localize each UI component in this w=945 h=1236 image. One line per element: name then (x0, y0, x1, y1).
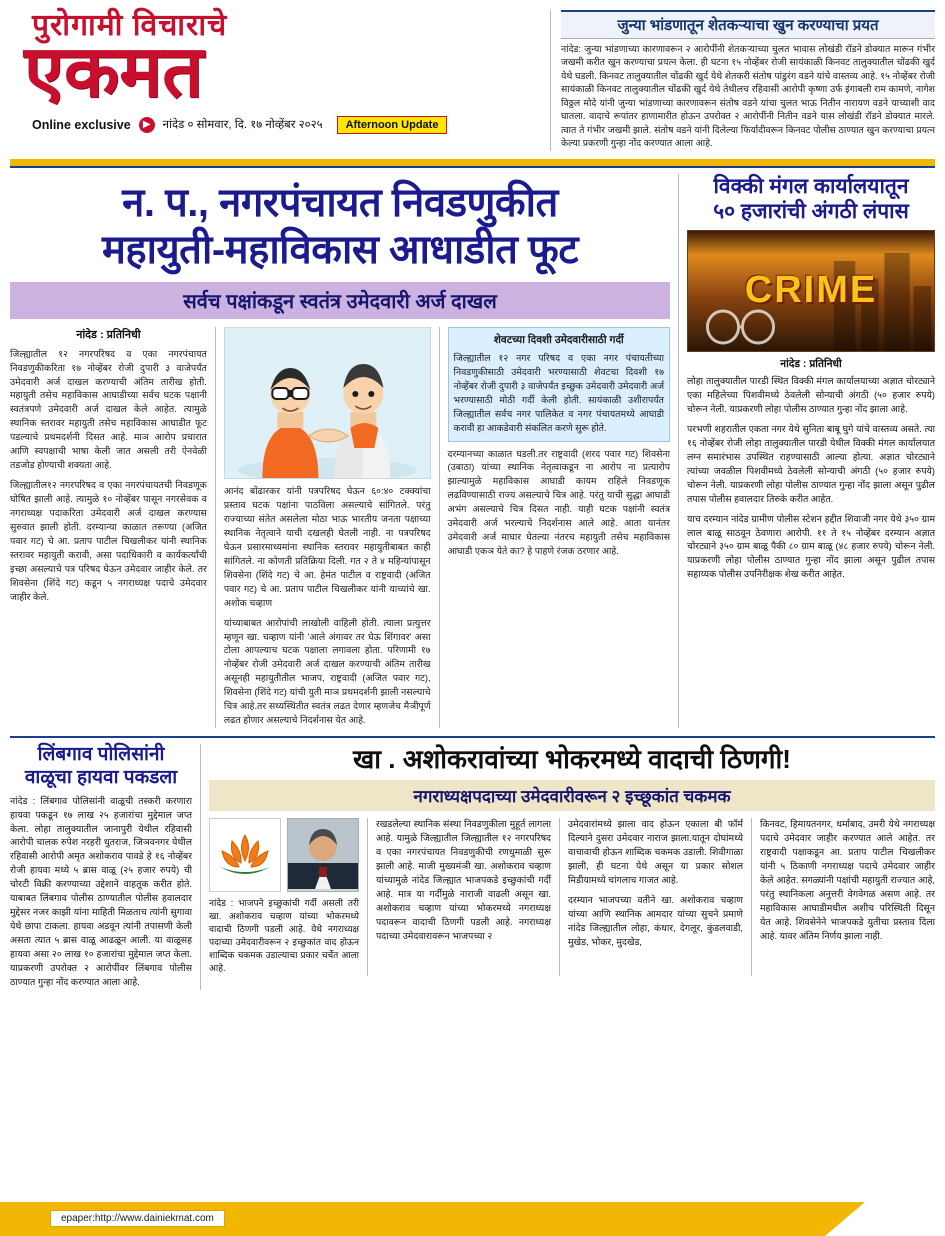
lead-columns (10, 327, 670, 728)
politician-portrait (287, 818, 359, 892)
top-news-body: नांदेड: जुन्या भांडणाच्या कारणावरून २ आरोपींनी शेतकऱ्याच्या चुलत भावास लोखंडी रॉडने डोक्यात मारून गंभीर जखमी करीत खुन करण्याचा प्रयत्न केला. ही घटना १५ नोव्हेंबर रोजी सायंकाळी किनवट तालुक्यातील चोंढकी खुर्द येथे घडली. किनवट तालुक्यातील चोंढकी खुर्द येथे शेतकरी संतोष पांडुरंग वडने यांचे वास्तव्य आहे. १५ नोव्हेंबर रोजी सायंकाळी किनवट तालुक्यातील चोंढकी खुर्द येथे तेथीलच रहिवासी आरोपी कृष्णा उर्फ इंगाबली राम कामणे, नागेश विठ्ठल मोदे यांनी जुन्या भांडणाच्या कारणावरून संतोष वडने यांचा चुलत भाऊ नितीन नारायण वडने याच्याशी वाद घातला. वादाचे रूपांतर हाणामारीत होऊन उपरोक्त २ आरोपींनी नितीन वडने यास लोखंडी रॉडने डोक्यात मारले. त्वात ते गंभीर जखमी झाले. संतोष वडने यांनी दिलेल्या फिर्यादीवरून किनवट पोलीस ठाण्यात खुन करण्याचा प्रयत्न केल्या प्रकरणी गुन्हा नोंद करण्यात आला आहे. (561, 44, 935, 149)
lead-col2-para2: यांच्याबाबत आरोपांची लाखोली वाहिली होती. त्याला प्रत्युत्तर म्हणून खा. चव्हाण यांनी 'आले अंगावर तर घेऊ शिंगावर' असा टोला आपल्याच घटक पक्षाला लगावला होता. परिणामी १७ नोव्हेंबर रोजी उमेदवारी अर्ज दाखल करण्याची अंतिम तारीख असूनही महायुतीतील भाजप, राष्ट्रवादी (अजित पवार गट), शिवसेना (शिंदे गट) यांची युती माञ प्रथमदर्शनी झाली नसल्याचे चित्र आहे.तर सध्यस्थितीत स्वतंत्र लढत देणार म्हणजेच मैञीपूर्ण लढत होणार असल्याचे निदर्शनास येत आहे. (223, 617, 431, 726)
lead-col3-para1: दरम्यानच्या काळात घडली.तर राष्ट्रवादी (शरद पवार गट) शिवसेना (उबाठा) यांच्या स्थानिक नेतृत्वाकडून ना आरोप ना प्रत्यारोप झाल्यामुळे महाविकास आघाडी कायम राहिले निवडणूक लढविण्यासाठी राज्य असल्याचे चित्र आहे. परंतु याची सुद्धा आघाडी अभंग असल्याचे चित्र दिसत नाही. याही घटक पक्षांनी स्वतंत्र उमेदवारी अर्ज भरल्याचे निदर्शनास आले आहे. आता यानंतर उमेदवारी अर्ज माघार घेतल्या नंतरच महायुती तसेच महाविकास आघाडी एकञ येते का? हे पाहणे रंजक ठरणार आहे. (447, 448, 670, 557)
place-date-label: नांदेड ० सोमवार, दि. १७ नोव्हेंबर २०२५ (162, 119, 323, 132)
masthead-subbar (10, 116, 550, 134)
bhokar-story (200, 744, 935, 990)
crime-byline: नांदेड : प्रतिनिधी (780, 358, 842, 371)
lead-headline (10, 174, 670, 276)
bhokar-column-3 (568, 818, 743, 975)
boxed-sidebar-title: शेवटच्या दिवशी उमेदवारीसाठी गर्दी (493, 334, 624, 347)
cartoon-illustration (224, 327, 431, 479)
epaper-url[interactable]: epaper:http://www.dainiekmat.com (50, 1210, 225, 1227)
bjp-lotus-logo (209, 818, 281, 892)
lead-subheadline: सर्वच पक्षांकडून स्वतंत्र उमेदवारी अर्ज दाखल (10, 282, 670, 319)
top-news-headline: जुन्या भांडणातून शेतकऱ्याचा खुन करण्याचा प्रयत (561, 10, 935, 39)
bhokar-subheadline: नगराध्यक्षपदाच्या उमेदवारीवरून २ इच्छूकांत चकमक (209, 780, 935, 811)
lead-column-3 (448, 327, 670, 728)
sand-headline-line1: लिंबगाव पोलिसांनी (37, 744, 165, 766)
main-section (10, 174, 935, 728)
bhokar-column-4 (760, 818, 935, 975)
crime-headline-line1: विक्की मंगल कार्यालयातून (713, 174, 909, 198)
crime-para1: लोहा तालुक्यातील पारडी स्थित विक्की मंगल कार्यालयाच्या अज्ञात चोरट्याने एका महिलेच्या पिशवीमध्ये ठेवलेली सोन्याची अंगठी (५० हजार रुपये) चोरून नेली. याप्रकरणी लोहा पोलीस ठाण्यात गुन्हा नोंद झाला आहे. (687, 376, 935, 414)
divider-yellow (10, 159, 935, 166)
bhokar-col2-text: रखडलेल्या स्थानिक संस्था निवडणुकीला मुहूर्त लागला आहे. यामुळे जिल्ह्यातील जिल्ह्यातील १२ नगरपरिषद व एका नगरपंचायत निवडणुकीची रणधुमाळी सुरू झाली आहे. माजी मुख्यमंञी खा. अशोकराव चव्हाण यांच्यामुळे नांदेड जिल्ह्यात भाजपकडे इच्छुकांची गर्दी आहे. मात्र या गर्दीमुळे नाराजी वाढली असून खा. अशोकराव चव्हाण यांच्या भोकरमध्ये नगराध्यक्ष पदावरून वादाची ठिणगी पडली आहे. नगराध्यक्ष पदाच्या उमेदवारावरून भाजपच्या २ (376, 819, 551, 941)
column-divider-2 (439, 327, 440, 728)
lotus-icon (210, 819, 280, 889)
bottom-section (10, 736, 935, 990)
crime-para3: याच दरम्यान नांदेड ग्रामीण पोलीस स्टेशन हद्दीत शिवाजी नगर येथे ३५० ग्राम लाल बाळू साठवून ठेवणारा आरोपी. ११ ते १५ नोव्हेंबर दरम्यान अज्ञात चोरट्याने ३५० ग्राम बाळू पैकी ८० ग्राम बाळू (४८ हजार रुपये) चोरून नेली. याप्रकरणी लोहा पोलीस ठाण्यात गुन्हा नोंद झाला असून पुढील तपास सहाय्यक पोलीस उपनिरीक्षक शेख करीत आहेत. (687, 513, 935, 580)
bhokar-divider-3 (751, 818, 752, 975)
bhokar-col4-text: किनवट, हिमायतनगर, धर्माबाद, उमरी येथे नगराध्यक्ष पदाचे उमेदवार जाहीर करण्यात आले आहेत. तर राष्ट्रवादी पक्षाकडून आ. प्रताप पाटील चिखलीकर यांनी ५ ठिकाणी नगराध्यक्ष पदाचे उमेदवार जाहीर केले आहेत. सगळ्यांनी पक्षांची महायुती राज्यात आहे, परंतु स्थानिकला अनुत्तरी वेगवेगळ असण आहे. तर महाविकास आघाडीमधील अशीच परिस्थिती दिसून येत आहे. शिवसेनेने भाजपकडे युतीचा प्रस्ताव दिला आहे. यावर अंतिम निर्णय झाला नाही. (760, 819, 935, 941)
lead-column-2 (224, 327, 431, 728)
lead-col1-para2: जिल्ह्यातील१२ नगरपरिषद व एका नगरपंचायतची निवडणूक घोषित झाली आहे. त्यामुळे १० नोव्हेंबर पासून नगरसेवक व नगराध्यक्ष पदाकरिता उमेदवारी अर्ज दाखल करण्यास सुरुवात झाली होती. दरम्यान्या काळात तरूण्या (अजित पवार गट) चे आ. प्रताप पाटील चिखलीकर यांनी स्थानिक स्तरावर महायुती करावी, असा पदाधिकारी व कार्यकर्त्यांची इच्छा असल्याचे पत्र परिषद घेऊन उमेदवार जाहीर केले. तर शिवसेना (शिंदे गट) कडून ५ नगराध्यक्ष पदाचे उमेदवार जाहीर केले. (10, 480, 207, 602)
crime-headline-line2: ५० हजारांची अंगठी लंपास (713, 199, 909, 223)
crime-story (678, 174, 935, 728)
lead-headline-line2: महायुती-महाविकास आधाडीत फूट (101, 227, 579, 272)
bhokar-divider-2 (559, 818, 560, 975)
page-footer (0, 1202, 945, 1236)
column-divider (215, 327, 216, 728)
photo-row (209, 818, 359, 892)
lead-col2-para1: आनंद बोंढारकर यांनी पत्रपरिषद घेऊन ६०:४० टक्क्यांचा प्रस्ताव घटक पक्षांना पाठविला असल्याचे सांगितले. परंतु राज्याच्या संतेत असलेला मोठा भाऊ भारतीय जनता पक्षाच्या स्थानिक नेतृत्वाने याची दखलही घेतली नाही. ना पत्रपरिषद घेऊन प्रसारमाध्यमांना स्थानिक स्तरावर महायुतीबाबत काही सांगितले. ना कोणती प्रतिक्रिया दिली. गत २ ते ४ महिन्यांपासून शिवसेना (शिंदे गट) चे आ. हेमंत पाटील व राष्ट्रवादी (अजित पवार गट) चे आ. प्रताप पाटील चिखलीकर यांनी याच्यांचे खा. अशोक चव्हाण (223, 486, 431, 608)
sand-headline (10, 744, 192, 790)
arrow-right-icon: ▶ (139, 117, 155, 133)
afternoon-update-badge: Afternoon Update (337, 116, 448, 134)
bhokar-column-2 (376, 818, 551, 975)
masthead-title: एकमत (24, 31, 204, 112)
lead-story (10, 174, 670, 728)
bhokar-col3-text: उमेदवारांमध्ये झाला वाद होऊन एकाला बी फॉर्म दिल्याने दुसरा उमेदवार नाराज झाला.यातून दोघांमध्ये वाचावाची होऊन शाब्दिक चकमक उडाली. शिवीगाळा झाली, ही घटना येथे असून या प्रकार सोशल मिडीयामध्ये चांगलाच गाजत आहे. (568, 819, 743, 885)
bhokar-col3b-text: दरम्यान भाजपच्या वतीने खा. अशोकराव चव्हाण यांच्या आणि स्थानिक आमदार यांच्या सुचने प्रमाणे नांदेड जिल्ह्यातील लोहा, कंधार, देगलूर, कुंडलवाडी, मुखेड, भोकर, मुदखेड, (568, 894, 743, 947)
crime-body (687, 375, 935, 582)
top-news-block (550, 10, 935, 151)
boxed-sidebar (448, 327, 670, 441)
masthead-brand (10, 10, 550, 134)
crime-photo (687, 230, 935, 352)
bhokar-columns (209, 818, 935, 975)
sand-headline-line2: वाळूचा हायवा पकडला (24, 766, 178, 788)
lead-column-1 (10, 327, 207, 728)
bhokar-column-1 (209, 818, 359, 975)
lead-byline: नांदेड : प्रतिनिधी (76, 329, 141, 342)
masthead (10, 0, 935, 151)
lead-col1-para1: जिल्ह्यातील १२ नगरपरिषद व एका नगरपंचायत निवडणुकीकरिता १७ नोव्हेंबर रोजी दुपारी ३ वाजेपर्यंत उमेदवारी अर्ज दाखल करण्याची अंतिम तारीख होती. महायुती तसेच महाविकास आघाडीच्या सर्वच घटक पक्षानी स्वतंत्रपणे उमेदवारी अर्ज दाखल केले आहेत. त्यामुळे स्थानिक स्तरावर महायुती तसेच महाविकास आघाडीत फूट पडल्याचे प्रथमदर्शनी दिसत आहे. माञ आरोप प्रचारात आणि स्वपक्षाची भाषा केली जात असली तरी ऐनवेळी तडजोड होण्याची शक्यता आहे. (10, 348, 207, 471)
footer-wedge (825, 1202, 945, 1236)
online-exclusive-label: Online exclusive (32, 117, 131, 132)
crime-label: CRIME (744, 269, 878, 312)
sand-body: नांदेड : लिंबगाव पोलिसांनी वाळूची तस्करी करणारा हायवा पकडून १७ लाख २५ हजारांचा मुद्देमाल जप्त केला. लोहा तालुक्यातील जानापुरी येथील रहिवासी आरोपी चालक रुपेश नरहरी धुतराज, जिञवनगर येथील रहिवासी आरोपी अमृत अशोकराव पावडे हे १६ नोव्हेंबर रोजी हायवा मध्ये ५ ब्रास वाळू (२५ हजार रुपये) ची चोरटी विक्री करण्याच्या उद्देशाने वाहतूक करीत होते. याबाबत लिंबगाव पोलीस ठाण्यातील पोलीस हवालदार मुद्देसर नजर काझी यांना माहिती मिळताच त्यांनी सुगावा येथे छापा टाकला. हायवा अडवून त्यांनी तपासणी केली असता त्यात ५ ब्रास वाळू आढळून आली. या वाळूसह हायवा असा २० लाख १० हजारांचा मुद्देमाल जप्त केला. याप्रकरणी उपरोक्त २ आरोपींवर लिंबगाव पोलीस ठाण्यात गुन्हा नोंद करण्यात आला आहे. (10, 795, 192, 987)
divider-blue (10, 166, 935, 168)
lead-headline-line1: न. प., नगरपंचायत निवडणुकीत (122, 180, 558, 225)
cartoon-svg (225, 328, 430, 478)
bhokar-headline: खा . अशोकरावांच्या भोकरमध्ये वादाची ठिणगी! (353, 744, 791, 775)
bhokar-divider-1 (367, 818, 368, 975)
crime-para2: परभणी शहरातील एकता नगर येथे सुनिता बाबू घुगे यांचे वास्तव्य असते. त्या १६ नोव्हेंबर रोजी लोहा तालुक्यातील पारडी येथील विक्की मंगल कार्यालयात लग्न समारंभास उपस्थित राहण्यासाठी आल्या होत्या. अज्ञात चोरट्याने त्यांच्या जवळील पिशवीमध्ये ठेवलेली सोन्याची अंगठी (५० हजार रुपये) चोरून नेली. याप्रकरणी लोहा पोलीस ठाण्यात गुन्हा नोंद झाला असून पुढील तपास पोलीस हवालदार तिरुके करीत आहेत. (687, 423, 935, 504)
boxed-sidebar-body: जिल्ह्यातील १२ नगर परिषद व एका नगर पंचायतीच्या निवडणुकीसाठी उमेदवारी भरण्यासाठी शेवटचा दिवशी १७ नोव्हेंबर रोजी दुपारी ३ वाजेपर्यंत इच्छुक उमेदवारी उमेदवारी अर्ज भरण्यासाठी मोठी गर्दी केली होती. सायंकाळी उशीरापर्यंत जिल्ह्यातील सर्वच नगर पालिकेत व नगर पंचायतमध्ये आघाडी करावी हा आकडेवारी संकलित करणे सुरू होते. (453, 352, 664, 433)
bhokar-caption: नांदेड : भाजपने इच्छुकांची गर्दी असली तरी खा. अशोकराव चव्हाण यांच्या भोकरमध्ये वादाची ठिणगी पडली आहे. येथे नगराध्यक्ष पदाच्या उमेदवारीवरून २ इच्छुकांत वाद होऊन शाब्दिक चकमक उडाल्याचा प्रकार चर्चेत आला आहे. (209, 898, 359, 974)
masthead-tagline: पुरोगामी विचाराचे (32, 9, 228, 42)
crime-headline (687, 174, 935, 224)
portrait-photo (288, 819, 358, 889)
sand-story (10, 744, 192, 990)
